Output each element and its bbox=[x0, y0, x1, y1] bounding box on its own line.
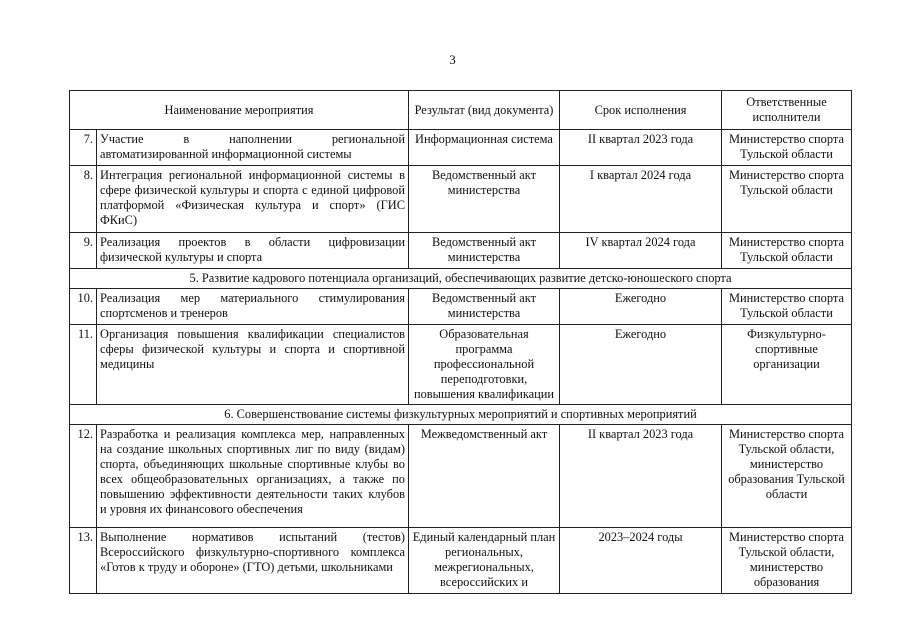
header-term: Срок исполнения bbox=[560, 91, 722, 130]
row-number: 12. bbox=[70, 425, 97, 528]
section-title: 6. Совершенствование системы физкультурных мероприятий и спортивных мероприятий bbox=[70, 405, 852, 425]
header-result: Результат (вид документа) bbox=[409, 91, 560, 130]
row-result: Информационная система bbox=[409, 130, 560, 166]
row-number: 9. bbox=[70, 233, 97, 269]
table-row bbox=[70, 289, 852, 325]
row-term: II квартал 2023 года bbox=[560, 130, 722, 166]
row-executor: Министерство спорта Тульской области, министерство образования Тульской области bbox=[722, 425, 852, 528]
header-name: Наименование мероприятия bbox=[70, 91, 409, 130]
table-header-row bbox=[70, 91, 852, 130]
row-number: 10. bbox=[70, 289, 97, 325]
section-row bbox=[70, 405, 852, 425]
row-term: 2023–2024 годы bbox=[560, 528, 722, 594]
row-name: Выполнение нормативов испытаний (тестов) Всероссийского физкультурно-спортивного комплекса «Готов к труду и обороне» (ГТО) детьми, школьниками bbox=[97, 528, 409, 594]
row-executor: Физкультурно-спортивные организации bbox=[722, 325, 852, 405]
table-row bbox=[70, 425, 852, 528]
row-result: Образовательная программа профессиональной переподготовки, повышения квалификации bbox=[409, 325, 560, 405]
row-name: Участие в наполнении региональной автоматизированной информационной системы bbox=[97, 130, 409, 166]
row-term: Ежегодно bbox=[560, 325, 722, 405]
row-name: Реализация мер материального стимулирования спортсменов и тренеров bbox=[97, 289, 409, 325]
row-result: Ведомственный акт министерства bbox=[409, 289, 560, 325]
row-result: Ведомственный акт министерства bbox=[409, 233, 560, 269]
section-title: 5. Развитие кадрового потенциала организаций, обеспечивающих развитие детско-юношеского спорта bbox=[70, 269, 852, 289]
row-result: Межведомственный акт bbox=[409, 425, 560, 528]
header-executor: Ответственные исполнители bbox=[722, 91, 852, 130]
row-term: I квартал 2024 года bbox=[560, 166, 722, 233]
section-row bbox=[70, 269, 852, 289]
row-number: 7. bbox=[70, 130, 97, 166]
row-term: II квартал 2023 года bbox=[560, 425, 722, 528]
row-name: Интеграция региональной информационной системы в сфере физической культуры и спорта с единой цифровой платформой «Физическая культура и спорт» (ГИС ФКиС) bbox=[97, 166, 409, 233]
row-number: 11. bbox=[70, 325, 97, 405]
row-result: Единый календарный план региональных, межрегиональных, всероссийских и bbox=[409, 528, 560, 594]
row-number: 13. bbox=[70, 528, 97, 594]
table-row bbox=[70, 325, 852, 405]
row-executor: Министерство спорта Тульской области, министерство образования bbox=[722, 528, 852, 594]
row-name: Организация повышения квалификации специалистов сферы физической культуры и спорта и спортивной медицины bbox=[97, 325, 409, 405]
action-plan-table bbox=[69, 90, 852, 594]
row-executor: Министерство спорта Тульской области bbox=[722, 166, 852, 233]
row-term: Ежегодно bbox=[560, 289, 722, 325]
table-row bbox=[70, 130, 852, 166]
row-executor: Министерство спорта Тульской области bbox=[722, 289, 852, 325]
row-number: 8. bbox=[70, 166, 97, 233]
row-name: Реализация проектов в области цифровизации физической культуры и спорта bbox=[97, 233, 409, 269]
page-number: 3 bbox=[449, 52, 456, 67]
row-term: IV квартал 2024 года bbox=[560, 233, 722, 269]
table-row bbox=[70, 233, 852, 269]
row-executor: Министерство спорта Тульской области bbox=[722, 130, 852, 166]
table-row bbox=[70, 528, 852, 594]
row-executor: Министерство спорта Тульской области bbox=[722, 233, 852, 269]
table-row bbox=[70, 166, 852, 233]
row-result: Ведомственный акт министерства bbox=[409, 166, 560, 233]
row-name: Разработка и реализация комплекса мер, направленных на создание школьных спортивных лиг по виду (видам) спорта, объединяющих школьные спортивные клубы во всех общеобразовательных организациях, а также по повышению эффективности деятельности таких клубов и уровня их финансового обеспечения bbox=[97, 425, 409, 528]
